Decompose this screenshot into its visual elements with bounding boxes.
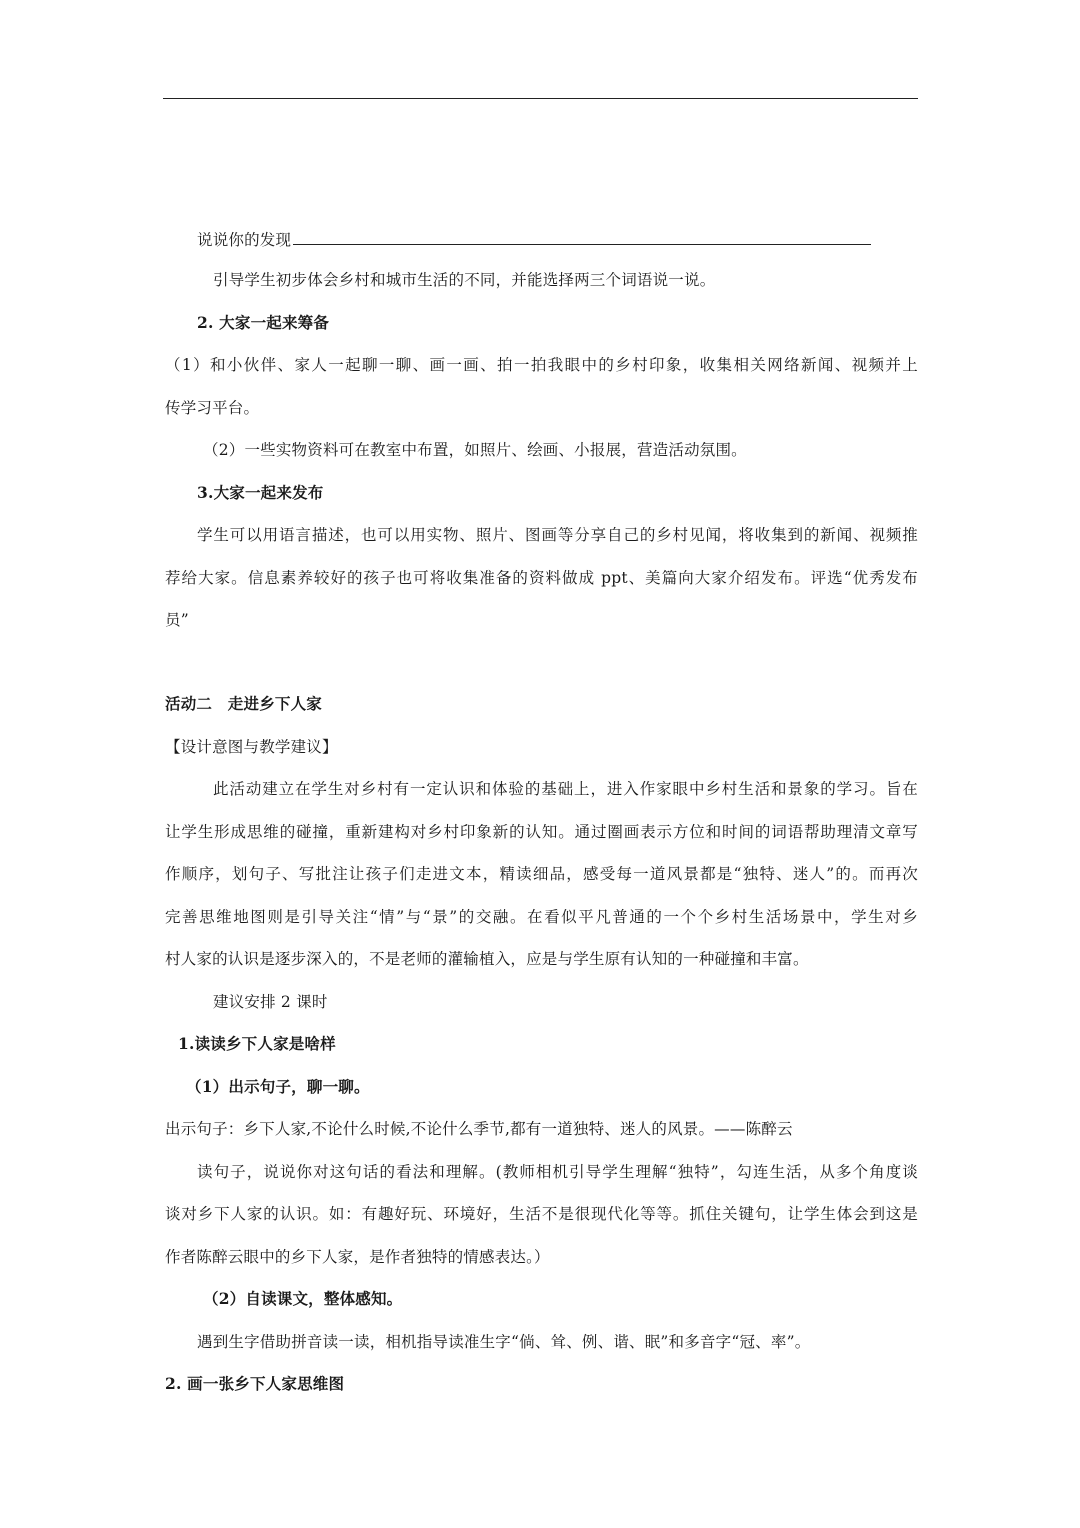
schedule: 建议安排 2 课时 xyxy=(213,993,328,1011)
section2-item1-line1: （1）和小伙伴、家人一起聊一聊、画一画、拍一拍我眼中的乡村印象，收集相关网络新闻、视频并上 xyxy=(165,356,918,374)
step1-sub2: （2）自读课文，整体感知。 xyxy=(203,1289,403,1308)
quote-line: 出示句子：乡下人家,不论什么时候,不论什么季节,都有一道独特、迷人的风景。——陈醉云 xyxy=(165,1120,793,1138)
read-line2: 谈对乡下人家的认识。如：有趣好玩、环境好，生活不是很现代化等等。抓住关键句，让学生体会到这是 xyxy=(165,1205,918,1223)
section3-line1: 学生可以用语言描述，也可以用实物、照片、图画等分享自己的乡村见闻，将收集到的新闻、视频推 xyxy=(197,526,918,544)
intent-line3: 作顺序，划句子、写批注让孩子们走进文本，精读细品，感受每一道风景都是“独特、迷人”的。而再次 xyxy=(165,865,918,883)
intent-line1: 此活动建立在学生对乡村有一定认识和体验的基础上，进入作家眼中乡村生活和景象的学习。旨在 xyxy=(213,780,918,798)
intent-line2: 让学生形成思维的碰撞，重新建构对乡村印象新的认知。通过圈画表示方位和时间的词语帮助理清文章写 xyxy=(165,823,918,841)
step1-sub1: （1）出示句子，聊一聊。 xyxy=(186,1077,370,1096)
design-intent-label: 【设计意图与教学建议】 xyxy=(165,738,338,756)
section2-heading: 2. 大家一起来筹备 xyxy=(197,313,330,332)
section2-item2: （2）一些实物资料可在教室中布置，如照片、绘画、小报展，营造活动氛围。 xyxy=(203,441,747,459)
discover-prompt-line xyxy=(197,228,871,250)
read-line3: 作者陈醉云眼中的乡下人家，是作者独特的情感表达。） xyxy=(165,1248,550,1266)
intent-line5: 村人家的认识是逐步深入的，不是老师的灌输植入，应是与学生原有认知的一种碰撞和丰富。 xyxy=(165,950,809,968)
read-line1: 读句子，说说你对这句话的看法和理解。(教师相机引导学生理解“独特”，勾连生活，从多个角度谈 xyxy=(197,1163,918,1181)
step2-heading: 2. 画一张乡下人家思维图 xyxy=(165,1374,345,1393)
section3-line3: 员” xyxy=(165,611,189,629)
activity2-title: 活动二 走进乡下人家 xyxy=(165,694,323,713)
section2-item1-line2: 传学习平台。 xyxy=(165,399,260,417)
section3-heading: 3.大家一起来发布 xyxy=(197,483,324,502)
guide-line: 引导学生初步体会乡村和城市生活的不同，并能选择两三个词语说一说。 xyxy=(213,271,716,289)
step1-heading: 1.读读乡下人家是啥样 xyxy=(178,1034,336,1053)
pinyin-line: 遇到生字借助拼音读一读，相机指导读准生字“倘、耸、例、谐、眠”和多音字“冠、率”。 xyxy=(197,1333,811,1351)
answer-blank xyxy=(293,228,871,245)
section3-line2: 荐给大家。信息素养较好的孩子也可将收集准备的资料做成 ppt、美篇向大家介绍发布。评选“优秀发布 xyxy=(165,569,918,587)
intent-line4: 完善思维地图则是引导关注“情”与“景”的交融。在看似平凡普通的一个个乡村生活场景中，学生对乡 xyxy=(165,908,918,926)
header-rule xyxy=(163,98,918,99)
discover-prompt: 说说你的发现 xyxy=(197,231,292,249)
